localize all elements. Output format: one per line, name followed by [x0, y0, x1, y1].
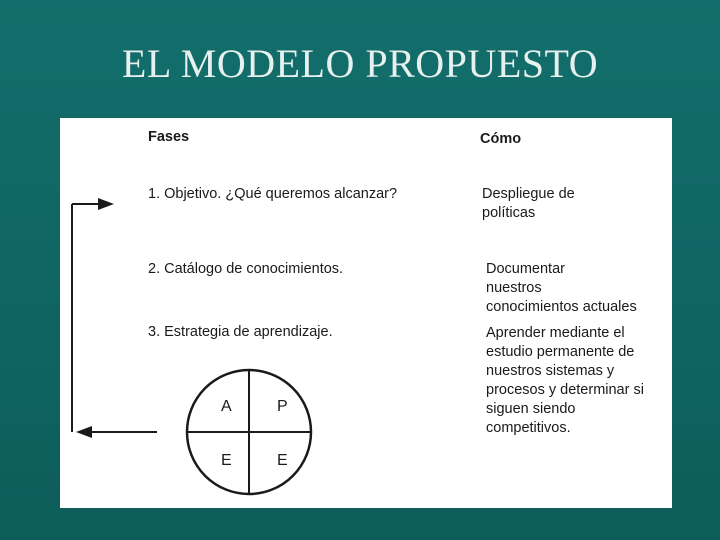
figure-panel [60, 118, 672, 508]
how-2: Documentar nuestros conocimientos actuales [486, 261, 637, 315]
header-phases: Fases [148, 129, 190, 145]
quadrant-a: A [221, 398, 232, 415]
header-how: Cómo [480, 131, 522, 147]
quadrant-p: P [277, 398, 288, 415]
right-arrow-icon [98, 198, 114, 210]
how-1: Despliegue de políticas [482, 186, 575, 221]
slide-title: EL MODELO PROPUESTO [121, 41, 599, 86]
phase-2: 2. Catálogo de conocimientos. [148, 261, 344, 277]
phase-3: 3. Estrategia de aprendizaje. [148, 324, 333, 340]
how-3: Aprender mediante el estudio permanente de nuestros sistemas y procesos y determinar si siguen siendo competitivos. [486, 325, 644, 436]
quadrant-e-right: E [277, 452, 288, 469]
quadrant-e-left: E [221, 452, 232, 469]
phase-1: 1. Objetivo. ¿Qué queremos alcanzar? [148, 186, 398, 202]
left-arrow-icon [76, 426, 92, 438]
